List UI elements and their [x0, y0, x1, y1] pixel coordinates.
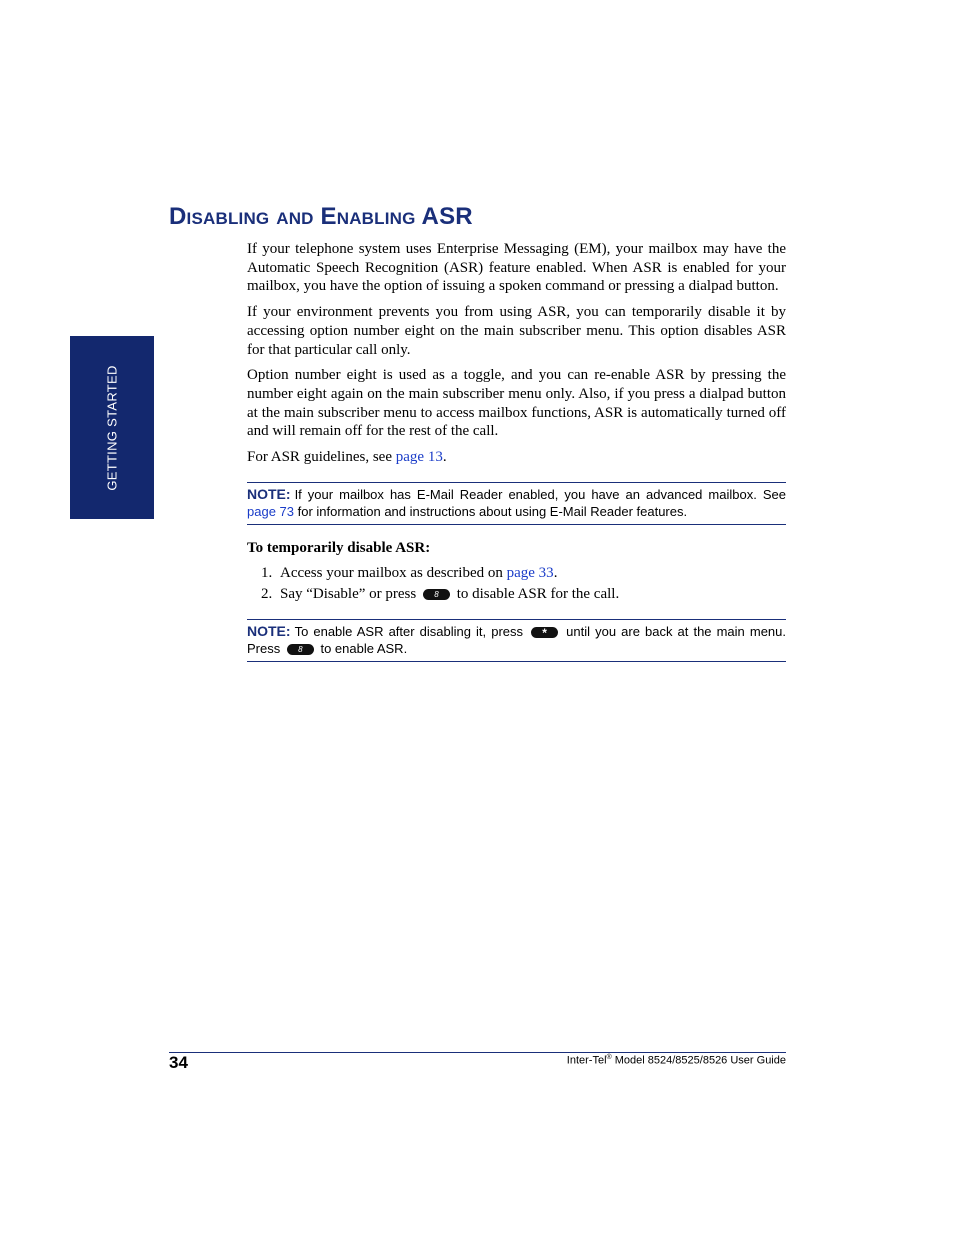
section-side-tab-label: GETTING STARTED — [104, 365, 120, 491]
dialpad-star-key-icon: * — [531, 627, 558, 638]
step-number: 2. — [261, 586, 273, 603]
dialpad-8-key-icon: 8 — [423, 589, 450, 600]
footer-brand: Inter-Tel — [566, 1054, 607, 1067]
note-text: If your mailbox has E-Mail Reader enabled, you have an advanced mailbox. See — [294, 486, 786, 502]
footer-divider — [169, 1052, 786, 1053]
page-73-link[interactable]: page 73 — [247, 503, 294, 519]
paragraph: Option number eight is used as a toggle, and you can re-enable ASR by pressing the number eight again on the main subscriber menu only. Also, if you press a dialpad button at the main subscriber menu to access mailbox functions, ASR is automatically turned off and will remain off for the rest of the call. — [247, 367, 786, 440]
note-label: NOTE: — [247, 622, 291, 639]
procedure-steps — [247, 564, 786, 603]
enable-asr-note — [247, 619, 786, 662]
note-text-end: for information and instructions about using E-Mail Reader features. — [294, 503, 688, 519]
step-text: Access your mailbox as described on — [280, 565, 507, 582]
page-13-link[interactable]: page 13 — [395, 449, 443, 466]
email-reader-note — [247, 482, 786, 525]
footer-guide-name: Model 8524/8525/8526 User Guide — [611, 1054, 786, 1067]
step-number: 1. — [261, 565, 273, 582]
main-content — [247, 240, 786, 676]
note-label: NOTE: — [247, 485, 291, 502]
step-text-end: . — [553, 565, 558, 582]
note-text-end: to enable ASR. — [316, 640, 408, 656]
paragraph: If your environment prevents you from using ASR, you can temporarily disable it by accessing option number eight on the main subscriber menu. This option disables ASR for that particular call only. — [247, 304, 786, 358]
page-number: 34 — [169, 1053, 188, 1072]
dialpad-8-key-icon: 8 — [287, 644, 314, 655]
guidelines-paragraph — [247, 448, 786, 467]
page-33-link[interactable]: page 33 — [506, 565, 554, 582]
step-text-end: to disable ASR for the call. — [452, 586, 620, 603]
list-item — [261, 585, 786, 604]
list-item — [261, 564, 786, 583]
step-text: Say “Disable” or press — [280, 586, 420, 603]
footer-guide-title — [567, 1054, 786, 1067]
paragraph: If your telephone system uses Enterprise Messaging (EM), your mailbox may have the Automatic Speech Recognition (ASR) feature enabled. When ASR is enabled for your mailbox, you have the option of issuing a spoken command or pressing a dialpad button. — [247, 241, 786, 295]
procedure-heading: To temporarily disable ASR: — [247, 539, 431, 556]
guidelines-end: . — [442, 449, 447, 466]
note-text: To enable ASR after disabling it, press — [294, 623, 529, 639]
note-text-middle: until you are back at the main menu. Press — [247, 623, 786, 656]
registered-mark: ® — [606, 1054, 612, 1061]
guidelines-text: For ASR guidelines, see — [247, 449, 396, 466]
section-side-tab — [70, 336, 154, 519]
page-title: Disabling and Enabling ASR — [169, 203, 473, 230]
